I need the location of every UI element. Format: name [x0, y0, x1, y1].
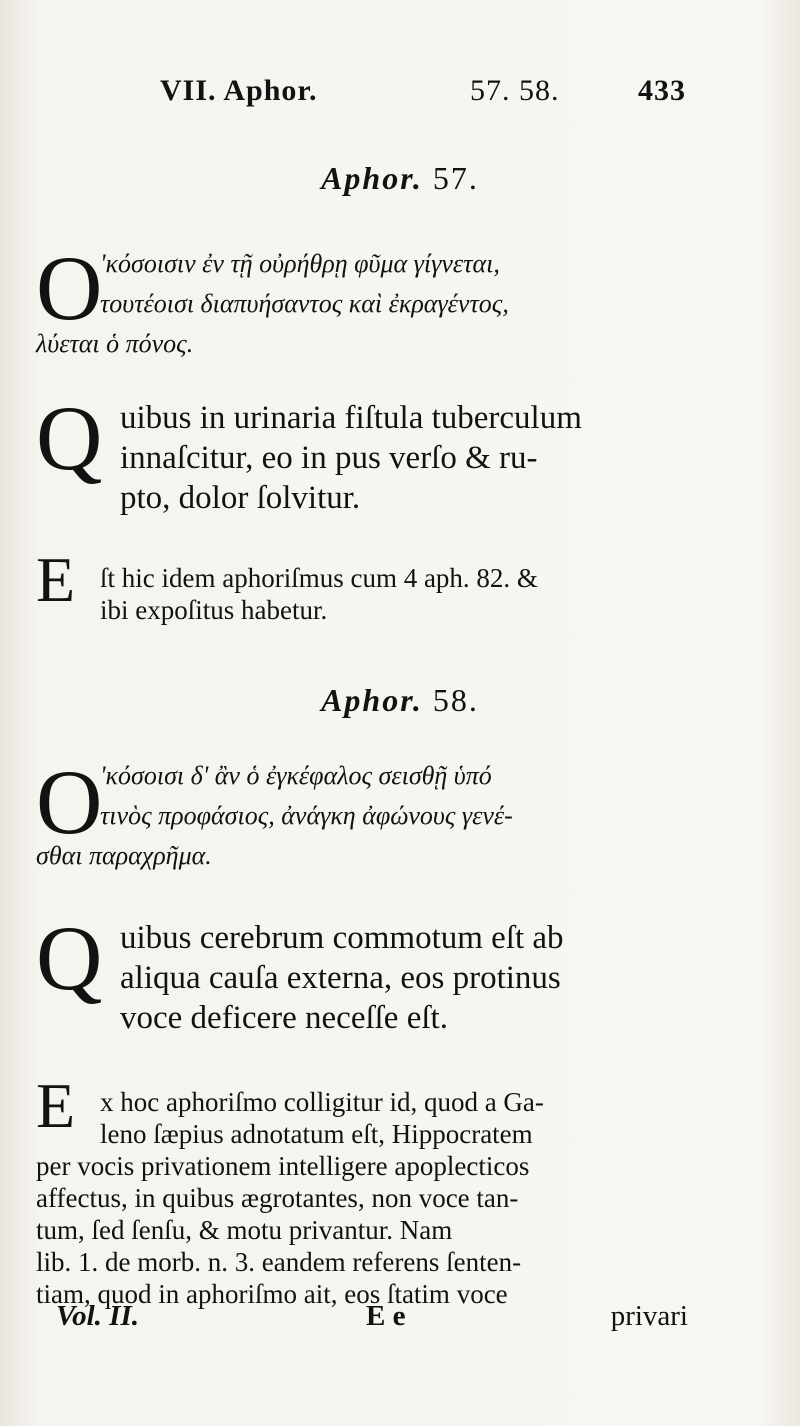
aphorism-57-title	[0, 160, 800, 197]
catchword: privari	[610, 1300, 688, 1332]
comment-line: ibi expoſitus habetur.	[100, 595, 328, 625]
greek-line: λύεται ὁ πόνος.	[36, 329, 194, 358]
greek-text-continued	[36, 324, 682, 364]
aphorism-range: 57. 58.	[470, 74, 560, 107]
comment-line: tiam, quod in aphoriſmo ait, eos ſtatim voce	[36, 1279, 508, 1309]
signature-mark: E e	[366, 1300, 406, 1332]
page-number: 433	[638, 74, 686, 107]
latin-line: uibus in urinaria fiſtula tuberculum	[120, 400, 582, 436]
chapter-heading: VII. Aphor.	[160, 74, 318, 107]
latin-line: aliqua cauſa externa, eos protinus	[120, 960, 561, 996]
comment-line: tum, ſed ſenſu, & motu privantur. Nam	[36, 1215, 453, 1245]
latin-dropcap: Q	[36, 907, 103, 1009]
aphorism-title-number: 57.	[432, 160, 479, 196]
greek-line: 'κόσοισι δ' ἂν ὁ ἐγκέφαλος σεισθῇ ὑπό	[100, 761, 492, 790]
greek-line: τινὸς προφάσιος, ἀνάγκη ἀφώνους γενέ-	[100, 801, 513, 830]
greek-text	[100, 756, 682, 836]
comment-line: x hoc aphoriſmo colligitur id, quod a Ga-	[100, 1087, 544, 1117]
aphorism-title-number: 58.	[432, 682, 479, 718]
aphorism-title-word: Aphor.	[321, 160, 423, 196]
latin-dropcap: Q	[36, 387, 103, 489]
greek-dropcap: O	[36, 237, 103, 339]
greek-text	[100, 244, 682, 324]
comment-text-indented	[100, 1086, 682, 1150]
latin-text	[120, 918, 682, 1038]
greek-line: τουτέοισι διαπυήσαντος καὶ ἐκραγέντος,	[100, 289, 509, 318]
latin-line: uibus cerebrum commotum eſt ab	[120, 920, 564, 956]
greek-line: σθαι παραχρῆμα.	[36, 841, 212, 870]
volume-mark: Vol. II.	[56, 1300, 140, 1332]
comment-text	[100, 562, 682, 626]
comment-line: affectus, in quibus ægrotantes, non voce tan-	[36, 1183, 519, 1213]
latin-line: pto, dolor ſolvitur.	[120, 480, 361, 516]
comment-dropcap: E	[36, 544, 76, 615]
latin-text	[120, 398, 682, 518]
aphorism-title-word: Aphor.	[321, 682, 423, 718]
comment-text	[36, 1150, 682, 1310]
comment-line: lib. 1. de morb. n. 3. eandem referens ſenten-	[36, 1247, 522, 1277]
comment-dropcap: E	[36, 1070, 76, 1141]
greek-line: 'κόσοισιν ἐν τῇ οὐρήθρῃ φῦμα γίγνεται,	[100, 249, 500, 278]
latin-line: voce deficere neceſſe eſt.	[120, 1000, 448, 1036]
comment-line: leno ſæpius adnotatum eſt, Hippocratem	[100, 1119, 533, 1149]
greek-text-continued	[36, 836, 682, 876]
comment-line: ſt hic idem aphoriſmus cum 4 aph. 82. &	[100, 563, 538, 593]
greek-dropcap: O	[36, 751, 103, 853]
latin-line: innaſcitur, eo in pus verſo & ru-	[120, 440, 538, 476]
aphorism-58-title	[0, 682, 800, 719]
comment-line: per vocis privationem intelligere apoplecticos	[36, 1151, 530, 1181]
